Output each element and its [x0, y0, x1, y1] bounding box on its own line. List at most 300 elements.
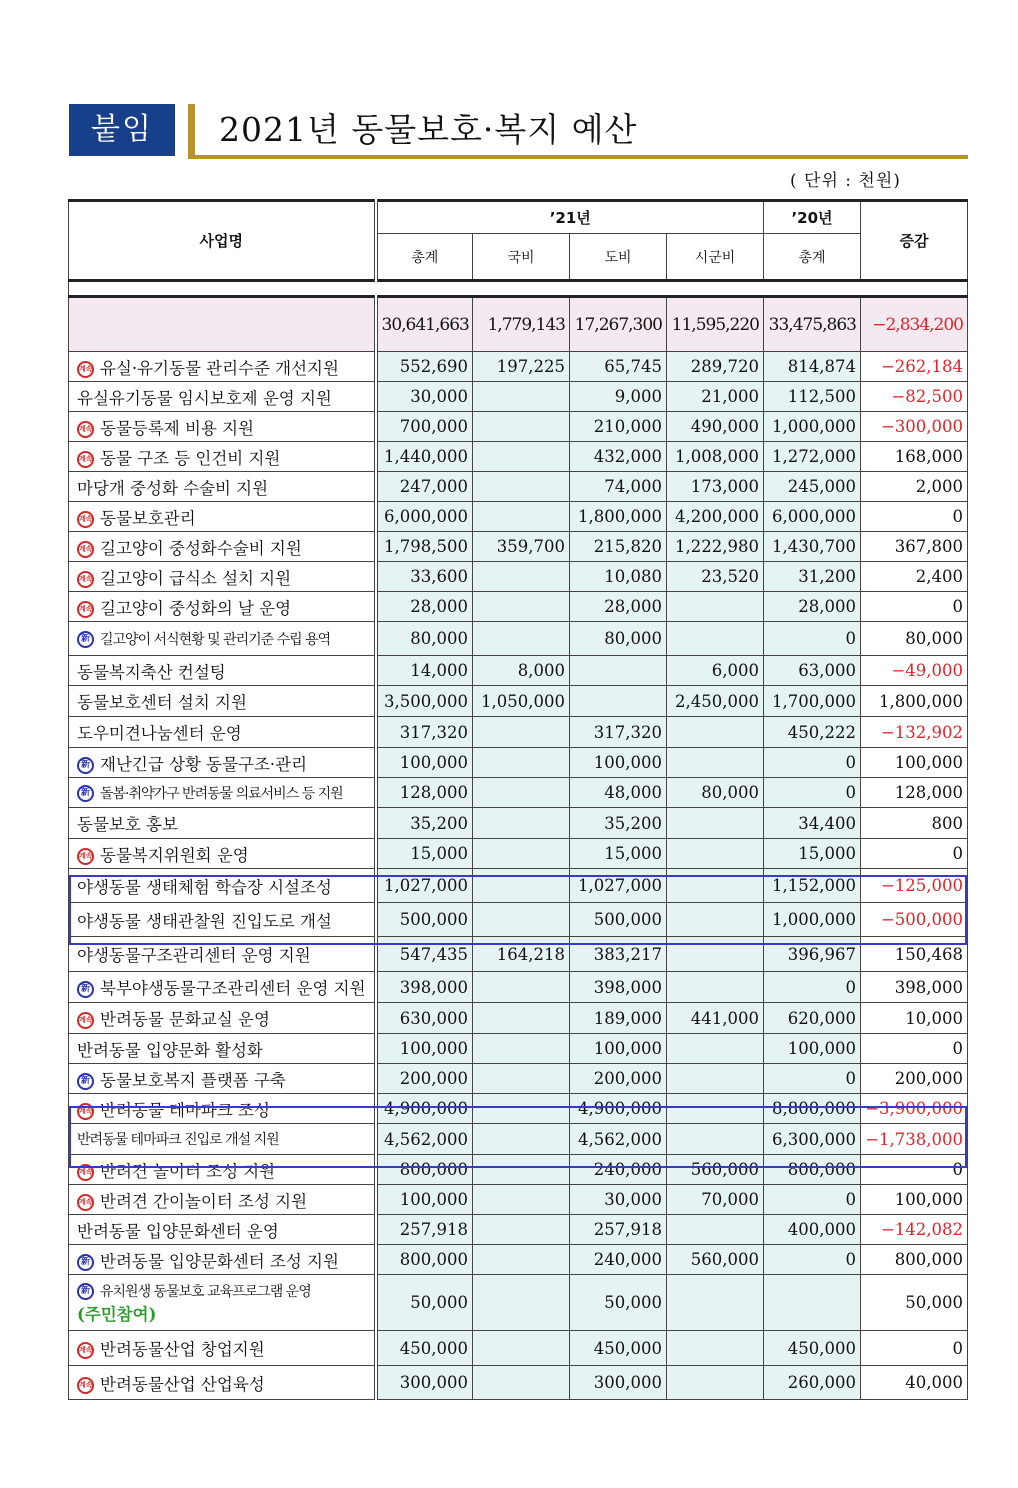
new-project-icon: 新	[77, 1283, 94, 1300]
table-row	[69, 1275, 968, 1331]
project-name-text: 재난긴급 상황 동물구조·관리	[100, 754, 308, 774]
total-2020-cell: 0	[764, 1185, 861, 1215]
total-2021-cell: 35,200	[376, 808, 473, 839]
project-name-text: 반려동물 입양문화센터 운영	[77, 1221, 279, 1241]
project-name-text: 마당개 중성화 수술비 지원	[77, 478, 269, 498]
city-budget-cell: 70,000	[667, 1185, 764, 1215]
total-2021-cell: 4,900,000	[376, 1094, 473, 1124]
project-name	[69, 1094, 376, 1124]
national-budget-cell	[473, 442, 570, 472]
total-2020-cell: 0	[764, 622, 861, 656]
project-name-text: 반려동물 입양문화센터 조성 지원	[100, 1251, 339, 1271]
city-budget-cell	[667, 748, 764, 778]
city-budget-cell: 490,000	[667, 412, 764, 442]
total-2020-cell: 112,500	[764, 382, 861, 412]
project-name	[69, 1034, 376, 1064]
city-budget-cell: 2,450,000	[667, 686, 764, 717]
national-budget-cell	[473, 382, 570, 412]
project-name	[69, 778, 376, 808]
province-budget-cell: 189,000	[570, 1003, 667, 1034]
project-name-text: 동물 구조 등 인건비 지원	[100, 448, 281, 468]
province-budget-cell: 100,000	[570, 1034, 667, 1064]
table-row	[69, 622, 968, 656]
table-row	[69, 808, 968, 839]
total-2021-cell: 1,440,000	[376, 442, 473, 472]
province-budget-cell: 500,000	[570, 903, 667, 937]
province-budget-cell: 257,918	[570, 1215, 667, 1245]
header-delta: 증감	[861, 201, 968, 281]
table-row	[69, 562, 968, 592]
city-budget-cell	[667, 1331, 764, 1366]
total-2021-cell: 80,000	[376, 622, 473, 656]
national-budget-cell	[473, 808, 570, 839]
national-budget-cell: 359,700	[473, 532, 570, 562]
project-name-text: 반려동물산업 창업지원	[100, 1340, 265, 1359]
total-2020-cell: 0	[764, 1064, 861, 1094]
province-budget-cell: 215,820	[570, 532, 667, 562]
province-budget-cell: 28,000	[570, 592, 667, 622]
province-budget-cell: 317,320	[570, 717, 667, 748]
project-name-text: 반려동물산업 산업육성	[100, 1374, 265, 1394]
budget-change-cell: 367,800	[861, 532, 968, 562]
budget-change-cell: 0	[861, 592, 968, 622]
project-name-text: 북부야생동물구조관리센터 운영 지원	[100, 979, 366, 998]
continuing-project-icon: 계속	[77, 451, 94, 468]
province-budget-cell: 210,000	[570, 412, 667, 442]
total-2020-cell: 1,000,000	[764, 412, 861, 442]
total-2021-cell: 100,000	[376, 1185, 473, 1215]
national-budget-cell	[473, 502, 570, 532]
budget-change-cell: 100,000	[861, 1185, 968, 1215]
province-budget-cell: 240,000	[570, 1245, 667, 1275]
total-2021-cell: 247,000	[376, 472, 473, 502]
project-name-text: 유실·유기동물 관리수준 개선지원	[100, 358, 339, 378]
project-name	[69, 1064, 376, 1094]
national-budget-cell	[473, 472, 570, 502]
budget-change-cell: 128,000	[861, 778, 968, 808]
total-2020-cell: 1,700,000	[764, 686, 861, 717]
header-province: 도비	[570, 234, 667, 281]
project-name	[69, 1185, 376, 1215]
total-province: 17,267,300	[570, 297, 667, 352]
attachment-badge: 붙임	[69, 104, 175, 156]
table-row	[69, 717, 968, 748]
national-budget-cell	[473, 1124, 570, 1155]
project-name	[69, 562, 376, 592]
budget-change-cell: 2,400	[861, 562, 968, 592]
city-budget-cell	[667, 1124, 764, 1155]
national-budget-cell: 164,218	[473, 937, 570, 972]
province-budget-cell: 4,562,000	[570, 1124, 667, 1155]
budget-change-cell: 1,800,000	[861, 686, 968, 717]
budget-change-cell: 0	[861, 839, 968, 869]
budget-change-cell: 0	[861, 1155, 968, 1185]
total-2021-cell: 200,000	[376, 1064, 473, 1094]
total-2021-cell: 500,000	[376, 903, 473, 937]
national-budget-cell: 8,000	[473, 656, 570, 686]
new-project-icon: 新	[77, 631, 94, 648]
header-name: 사업명	[69, 201, 376, 281]
table-row	[69, 502, 968, 532]
total-2020-cell: 450,000	[764, 1331, 861, 1366]
project-name-text: 반려동물 문화교실 운영	[100, 1010, 270, 1029]
total-2020-cell: 0	[764, 1245, 861, 1275]
budget-change-cell: 10,000	[861, 1003, 968, 1034]
header-year21: ’21년	[376, 201, 764, 234]
province-budget-cell: 4,900,000	[570, 1094, 667, 1124]
table-row	[69, 472, 968, 502]
budget-change-cell: −300,000	[861, 412, 968, 442]
project-name	[69, 1366, 376, 1400]
project-name	[69, 869, 376, 903]
project-name	[69, 1275, 376, 1331]
city-budget-cell	[667, 1215, 764, 1245]
total-2020-cell: 1,430,700	[764, 532, 861, 562]
continuing-project-icon: 계속	[77, 1194, 94, 1211]
total-2021-cell: 398,000	[376, 972, 473, 1003]
province-budget-cell: 35,200	[570, 808, 667, 839]
total-cell: 30,641,663	[376, 297, 473, 352]
total-2021-cell: 800,000	[376, 1245, 473, 1275]
new-project-icon: 新	[77, 1254, 94, 1271]
budget-change-cell: −125,000	[861, 869, 968, 903]
continuing-project-icon: 계속	[77, 1103, 94, 1120]
budget-change-cell: 40,000	[861, 1366, 968, 1400]
city-budget-cell	[667, 1275, 764, 1331]
total-2020-cell: 1,000,000	[764, 903, 861, 937]
project-name-text: 유실유기동물 임시보호제 운영 지원	[77, 388, 332, 408]
national-budget-cell	[473, 1034, 570, 1064]
city-budget-cell: 6,000	[667, 656, 764, 686]
project-name-text: 동물보호 홍보	[77, 815, 178, 834]
table-row	[69, 1245, 968, 1275]
project-name	[69, 1003, 376, 1034]
total-2021-cell: 1,027,000	[376, 869, 473, 903]
budget-change-cell: 50,000	[861, 1275, 968, 1331]
table-row	[69, 1124, 968, 1155]
project-name-text: 동물보호복지 플랫폼 구축	[100, 1070, 286, 1090]
table-row	[69, 412, 968, 442]
city-budget-cell	[667, 622, 764, 656]
project-name	[69, 972, 376, 1003]
continuing-project-icon: 계속	[77, 361, 94, 378]
province-budget-cell: 398,000	[570, 972, 667, 1003]
total-2020-cell: 28,000	[764, 592, 861, 622]
city-budget-cell	[667, 808, 764, 839]
budget-change-cell: −49,000	[861, 656, 968, 686]
total-2021-cell: 547,435	[376, 937, 473, 972]
project-name	[69, 686, 376, 717]
budget-change-cell: 200,000	[861, 1064, 968, 1094]
city-budget-cell: 441,000	[667, 1003, 764, 1034]
national-budget-cell	[473, 1275, 570, 1331]
budget-change-cell: 398,000	[861, 972, 968, 1003]
city-budget-cell	[667, 1094, 764, 1124]
city-budget-cell	[667, 869, 764, 903]
table-row	[69, 1215, 968, 1245]
total-2021-cell: 450,000	[376, 1331, 473, 1366]
continuing-project-icon: 계속	[77, 511, 94, 528]
project-name-text: 반려견 간이놀이터 조성 지원	[100, 1191, 308, 1211]
national-budget-cell	[473, 903, 570, 937]
totals-label	[69, 297, 376, 352]
project-name	[69, 382, 376, 412]
total-2020-cell: 0	[764, 748, 861, 778]
project-name-text: 동물복지위원회 운영	[100, 845, 249, 865]
table-row	[69, 937, 968, 972]
table-row	[69, 1034, 968, 1064]
table-row	[69, 748, 968, 778]
project-name	[69, 903, 376, 937]
budget-change-cell: 0	[861, 1331, 968, 1366]
budget-change-cell: −1,738,000	[861, 1124, 968, 1155]
project-name	[69, 502, 376, 532]
header-spacer	[69, 281, 968, 297]
continuing-project-icon: 계속	[77, 1377, 94, 1394]
budget-change-cell: −82,500	[861, 382, 968, 412]
table-row	[69, 656, 968, 686]
project-name-text: 동물보호센터 설치 지원	[77, 693, 247, 712]
national-budget-cell: 197,225	[473, 352, 570, 382]
project-name-text: 동물복지축산 컨설팅	[77, 662, 226, 682]
total-year20: 33,475,863	[764, 297, 861, 352]
table-row	[69, 1094, 968, 1124]
national-budget-cell: 1,050,000	[473, 686, 570, 717]
total-2020-cell: 400,000	[764, 1215, 861, 1245]
project-name-text: 반려동물 테마파크 조성	[100, 1100, 270, 1120]
total-2020-cell: 15,000	[764, 839, 861, 869]
total-2020-cell: 100,000	[764, 1034, 861, 1064]
city-budget-cell: 4,200,000	[667, 502, 764, 532]
budget-change-cell: −262,184	[861, 352, 968, 382]
project-name	[69, 1245, 376, 1275]
total-2021-cell: 15,000	[376, 839, 473, 869]
province-budget-cell	[570, 686, 667, 717]
city-budget-cell	[667, 717, 764, 748]
total-national: 1,779,143	[473, 297, 570, 352]
total-2020-cell: 620,000	[764, 1003, 861, 1034]
total-2021-cell: 800,000	[376, 1155, 473, 1185]
total-2021-cell: 3,500,000	[376, 686, 473, 717]
national-budget-cell	[473, 1155, 570, 1185]
project-name	[69, 748, 376, 778]
total-2020-cell: 800,000	[764, 1155, 861, 1185]
city-budget-cell	[667, 903, 764, 937]
city-budget-cell: 173,000	[667, 472, 764, 502]
continuing-project-icon: 계속	[77, 421, 94, 438]
project-name	[69, 352, 376, 382]
total-2021-cell: 100,000	[376, 1034, 473, 1064]
table-row	[69, 442, 968, 472]
table-row	[69, 1331, 968, 1366]
national-budget-cell	[473, 1064, 570, 1094]
total-2021-cell: 552,690	[376, 352, 473, 382]
province-budget-cell: 50,000	[570, 1275, 667, 1331]
province-budget-cell: 383,217	[570, 937, 667, 972]
budget-table	[68, 199, 968, 1400]
national-budget-cell	[473, 1331, 570, 1366]
total-2021-cell: 317,320	[376, 717, 473, 748]
table-row	[69, 382, 968, 412]
national-budget-cell	[473, 1245, 570, 1275]
city-budget-cell: 80,000	[667, 778, 764, 808]
project-name-text: 반려동물 입양문화 활성화	[77, 1040, 263, 1060]
total-2021-cell: 257,918	[376, 1215, 473, 1245]
table-row	[69, 1185, 968, 1215]
national-budget-cell	[473, 839, 570, 869]
project-name-text: 반려견 놀이터 조성 지원	[100, 1161, 276, 1181]
total-2021-cell: 300,000	[376, 1366, 473, 1400]
budget-change-cell: 0	[861, 502, 968, 532]
project-name-text: 유치원생 동물보호 교육프로그램 운영	[100, 1283, 311, 1300]
project-name	[69, 808, 376, 839]
new-project-icon: 新	[77, 981, 94, 998]
total-2021-cell: 100,000	[376, 748, 473, 778]
province-budget-cell: 80,000	[570, 622, 667, 656]
project-name	[69, 1155, 376, 1185]
national-budget-cell	[473, 622, 570, 656]
project-name-text: 길고양이 중성화수술비 지원	[100, 538, 302, 558]
city-budget-cell	[667, 839, 764, 869]
total-2020-cell: 245,000	[764, 472, 861, 502]
total-2021-cell: 6,000,000	[376, 502, 473, 532]
project-name	[69, 472, 376, 502]
national-budget-cell	[473, 592, 570, 622]
national-budget-cell	[473, 778, 570, 808]
project-name-text: 돌봄·취약가구 반려동물 의료서비스 등 지원	[100, 785, 343, 802]
national-budget-cell	[473, 1094, 570, 1124]
table-row	[69, 592, 968, 622]
national-budget-cell	[473, 1003, 570, 1034]
header-total20: 총계	[764, 234, 861, 281]
project-name	[69, 592, 376, 622]
continuing-project-icon: 계속	[77, 601, 94, 618]
province-budget-cell: 450,000	[570, 1331, 667, 1366]
table-row	[69, 1366, 968, 1400]
project-name-text: 야생동물구조관리센터 운영 지원	[77, 946, 311, 965]
total-2020-cell: 1,152,000	[764, 869, 861, 903]
province-budget-cell: 10,080	[570, 562, 667, 592]
table-row	[69, 869, 968, 903]
city-budget-cell	[667, 1034, 764, 1064]
budget-change-cell: 2,000	[861, 472, 968, 502]
project-name	[69, 1215, 376, 1245]
total-2020-cell: 1,272,000	[764, 442, 861, 472]
total-2021-cell: 630,000	[376, 1003, 473, 1034]
national-budget-cell	[473, 1215, 570, 1245]
city-budget-cell: 289,720	[667, 352, 764, 382]
national-budget-cell	[473, 869, 570, 903]
title-underline	[188, 155, 968, 159]
project-name	[69, 1124, 376, 1155]
total-2020-cell: 6,000,000	[764, 502, 861, 532]
table-row	[69, 1064, 968, 1094]
total-2020-cell: 814,874	[764, 352, 861, 382]
title-accent-bar	[188, 104, 195, 156]
project-name	[69, 656, 376, 686]
header-total21: 총계	[376, 234, 473, 281]
project-name-text: 야생동물 생태체험 학습장 시설조성	[77, 877, 332, 897]
table-row	[69, 1003, 968, 1034]
national-budget-cell	[473, 412, 570, 442]
header-city: 시군비	[667, 234, 764, 281]
continuing-project-icon: 계속	[77, 571, 94, 588]
city-budget-cell: 1,222,980	[667, 532, 764, 562]
national-budget-cell	[473, 717, 570, 748]
total-2020-cell: 63,000	[764, 656, 861, 686]
total-2020-cell: 396,967	[764, 937, 861, 972]
budget-change-cell: 150,468	[861, 937, 968, 972]
project-name	[69, 717, 376, 748]
project-name-text: 동물등록제 비용 지원	[100, 418, 254, 438]
project-name-text: 길고양이 급식소 설치 지원	[100, 568, 292, 588]
national-budget-cell	[473, 1366, 570, 1400]
project-name	[69, 412, 376, 442]
continuing-project-icon: 계속	[77, 1342, 94, 1359]
total-2020-cell	[764, 1275, 861, 1331]
project-name-text: 야생동물 생태관찰원 진입도로 개설	[77, 911, 332, 931]
city-budget-cell: 23,520	[667, 562, 764, 592]
city-budget-cell	[667, 972, 764, 1003]
total-2021-cell: 28,000	[376, 592, 473, 622]
table-row	[69, 903, 968, 937]
continuing-project-icon: 계속	[77, 541, 94, 558]
total-city: 11,595,220	[667, 297, 764, 352]
province-budget-cell: 300,000	[570, 1366, 667, 1400]
project-name	[69, 937, 376, 972]
totals-row	[69, 297, 968, 352]
table-row	[69, 1155, 968, 1185]
city-budget-cell	[667, 937, 764, 972]
province-budget-cell: 65,745	[570, 352, 667, 382]
national-budget-cell	[473, 748, 570, 778]
budget-change-cell: 0	[861, 1034, 968, 1064]
project-name-text: 길고양이 서식현황 및 관리기준 수립 용역	[100, 631, 331, 648]
total-2021-cell: 30,000	[376, 382, 473, 412]
total-2020-cell: 6,300,000	[764, 1124, 861, 1155]
total-2021-cell: 700,000	[376, 412, 473, 442]
continuing-project-icon: 계속	[77, 1164, 94, 1181]
continuing-project-icon: 계속	[77, 848, 94, 865]
city-budget-cell	[667, 1064, 764, 1094]
project-name	[69, 622, 376, 656]
unit-note: ( 단위 : 천원)	[790, 171, 901, 191]
project-name-text: 반려동물 테마파크 진입로 개설 지원	[77, 1132, 279, 1148]
header-national: 국비	[473, 234, 570, 281]
total-delta: −2,834,200	[861, 297, 968, 352]
total-2021-cell: 128,000	[376, 778, 473, 808]
budget-change-cell: 800,000	[861, 1245, 968, 1275]
province-budget-cell: 74,000	[570, 472, 667, 502]
total-2020-cell: 260,000	[764, 1366, 861, 1400]
province-budget-cell: 240,000	[570, 1155, 667, 1185]
budget-change-cell: −3,900,000	[861, 1094, 968, 1124]
new-project-icon: 新	[77, 1073, 94, 1090]
new-project-icon: 新	[77, 757, 94, 774]
total-2021-cell: 14,000	[376, 656, 473, 686]
city-budget-cell: 21,000	[667, 382, 764, 412]
budget-change-cell: 100,000	[861, 748, 968, 778]
total-2021-cell: 1,798,500	[376, 532, 473, 562]
province-budget-cell: 1,027,000	[570, 869, 667, 903]
table-row	[69, 352, 968, 382]
table-row	[69, 839, 968, 869]
project-name-text: 길고양이 중성화의 날 운영	[100, 598, 292, 618]
province-budget-cell: 432,000	[570, 442, 667, 472]
total-2020-cell: 31,200	[764, 562, 861, 592]
budget-change-cell: 168,000	[861, 442, 968, 472]
city-budget-cell: 560,000	[667, 1155, 764, 1185]
